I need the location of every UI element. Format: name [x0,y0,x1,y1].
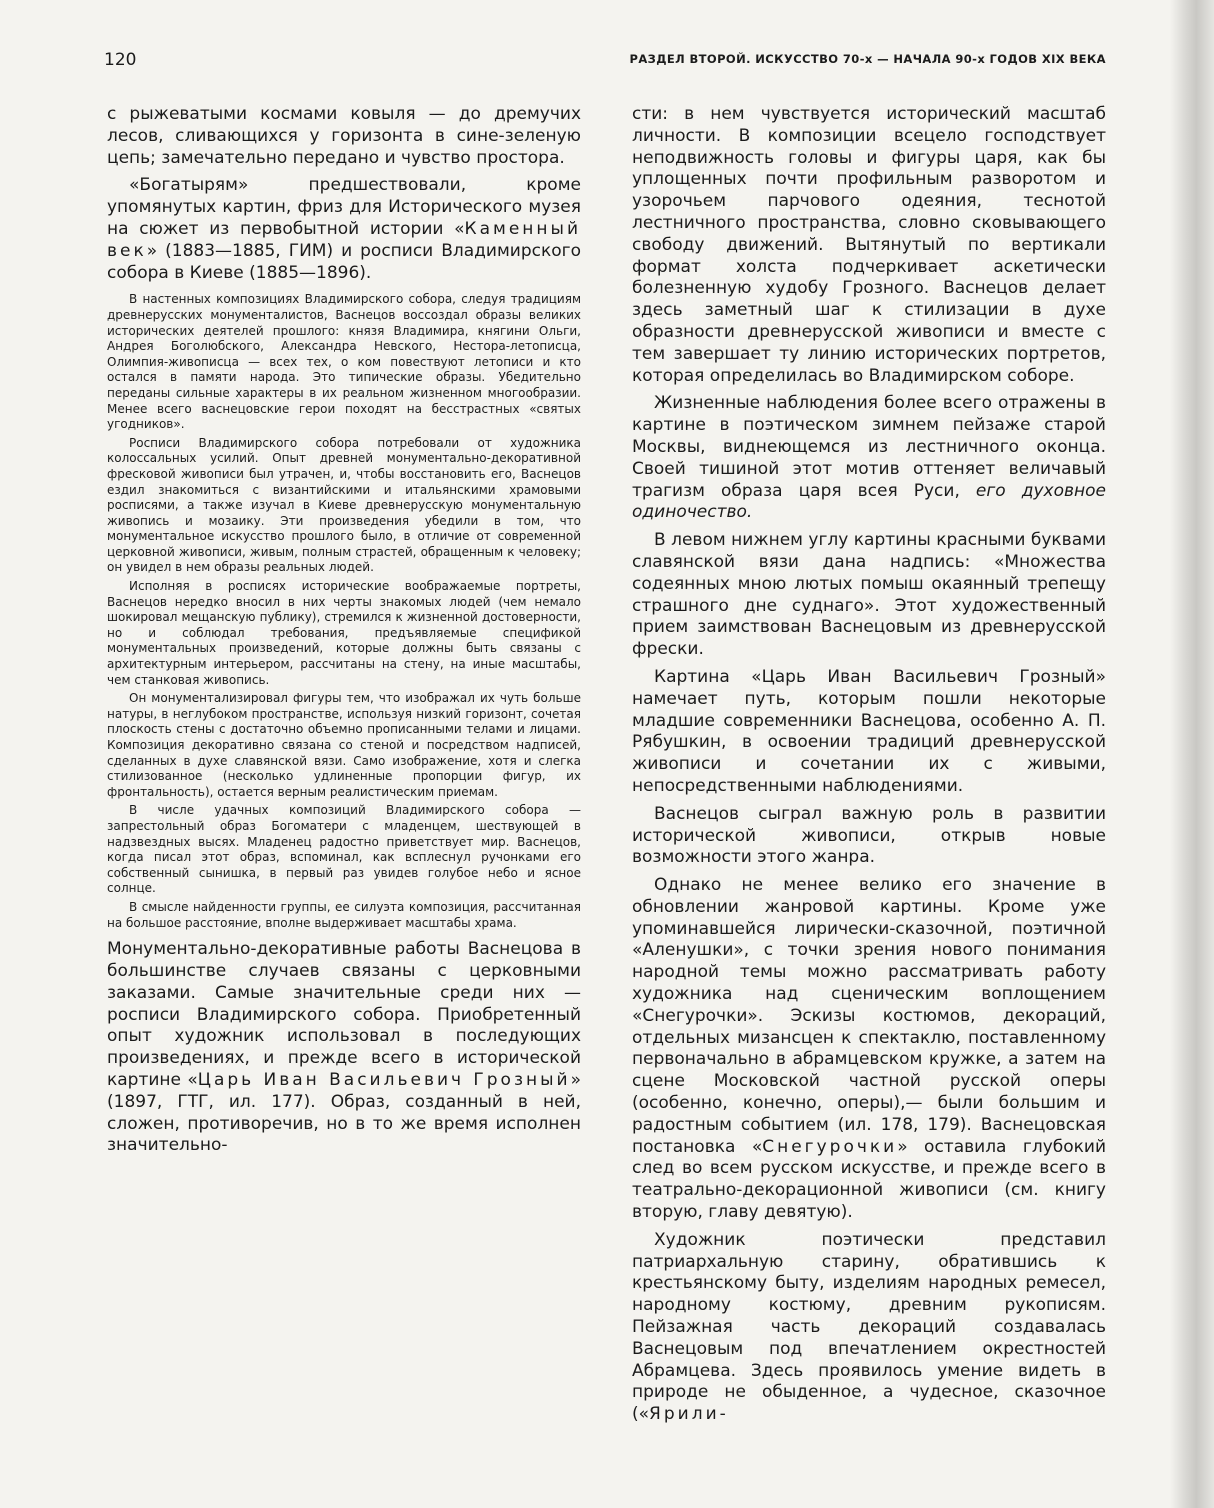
paragraph: Однако не менее велико его значение в обновлении жанровой картины. Кроме уже упоминавшейся лирически-сказочной, поэтичной «Аленушки», с точки зрения нового понимания народной темы можно рассматривать работу художника над сценическим воплощением «Снегурочки». Эскизы костюмов, декораций, отдельных мизансцен к спектаклю, поставленному первоначально в абрамцевском кружке, а затем на сцене Московской частной русской оперы (особенно, конечно, оперы),— были большим и радостным событием (ил. 178, 179). Васнецовская постановка «Снегурочки» оставила глубокий след во всем русском искусстве, и прежде всего в театрально-декорационной живописи (см. книгу вторую, главу девятую). [632,875,1106,1223]
paragraph: Монументально-декоративные работы Васнецова в большинстве случаев связаны с церковными заказами. Самые значительные среди них — росписи Владимирского собора. Приобретенный опыт художник использовал в последующих произведениях, и прежде всего в исторической картине «Царь Иван Васильевич Грозный» (1897, ГТГ, ил. 177). Образ, созданный в ней, сложен, противоречив, но в то же время исполнен значительно- [107,939,581,1156]
spaced-title: Царь Иван Васильевич Грозный [197,1069,571,1090]
spaced-title: Снегурочки [762,1136,898,1157]
page-number: 120 [104,50,137,70]
paragraph: с рыжеватыми космами ковыля — до дремучих лесов, сливающихся у горизонта в сине-зеленую цепь; замечательно передано и чувство простора. [107,104,581,168]
spaced-title: Ярили- [649,1404,729,1425]
paragraph: Художник поэтически представил патриархальную старину, обратившись к крестьянскому быту, изделиям народных ремесел, народному костюму, древним рукописям. Пейзажная часть декораций создавалась Васнецовым под впечатлением окрестностей Абрамцева. Здесь проявилось умение видеть в природе не обыденное, а чудесное, сказочное («Ярили- [632,1229,1106,1425]
small-print-block [107,292,581,931]
small-paragraph: В числе удачных композиций Владимирского собора — запрестольный образ Богоматери с младенцем, шествующей в надзвездных высях. Младенец радостно приветствует мир. Васнецов, когда писал этот образ, вспоминал, как всплеснул ручонками его собственный сынишка, в первый раз увидев голубое небо и ясное солнце. [107,803,581,896]
paragraph: Картина «Царь Иван Васильевич Грозный» намечает путь, которым пошли некоторые младшие современники Васнецова, особенно А. П. Рябушкин, в освоении традиций древнерусской живописи и сочетании их с живыми, непосредственными наблюдениями. [632,666,1106,796]
small-paragraph: Он монументализировал фигуры тем, что изображал их чуть больше натуры, в неглубоком пространстве, используя низкий горизонт, сочетая плоскость стены с достаточно объемно прописанными телами и лицами. Композиция декоративно связана со стеной и посредством надписей, сделанных в духе славянской вязи. Само изображение, хотя и слегка стилизованное (несколько удлиненные пропорции фигур, их фронтальность), остается верным реалистическим приемам. [107,691,581,799]
small-paragraph: В настенных композициях Владимирского собора, следуя традициям древнерусских монументалистов, Васнецов воссоздал образы великих исторических деятелей прошлого: князя Владимира, княгини Ольги, Андрея Боголюбского, Александра Невского, Нестора-летописца, Олимпия-живописца — всех тех, о ком повествуют летописи и кто остался в памяти народа. Это типические образы. Убедительно переданы сильные характеры в их реальном жизненном многообразии. Менее всего васнецовские герои походят на бесстрастных «святых угодников». [107,292,581,432]
section-title: РАЗДЕЛ ВТОРОЙ. ИСКУССТВО 70-х — НАЧАЛА 90-х ГОДОВ XIX ВЕКА [629,52,1106,66]
paragraph: Жизненные наблюдения более всего отражены в картине в поэтическом зимнем пейзаже старой Москвы, виднеющемся из лестничного оконца. Своей тишиной этот мотив оттеняет величавый трагизм образа царя всея Руси, его духовное одиночество. [632,393,1106,523]
running-header [104,50,1106,74]
paragraph: В левом нижнем углу картины красными буквами славянской вязи дана надпись: «Множества содеянных мною лютых помыш окаянный трепещу страшного дне суднаго». Этот художественный прием заимствован Васнецовым из древнерусской фрески. [632,530,1106,660]
left-column [107,104,581,1157]
small-paragraph: Исполняя в росписях исторические воображаемые портреты, Васнецов нередко вносил в них черты знакомых людей (чем немало шокировал мещанскую публику), стремился к жизненной достоверности, но и соблюдал требования, предъявляемые спецификой монументальных произведений, которые должны быть связаны с архитектурным интерьером, рассчитаны на стену, на иные масштабы, чем станковая живопись. [107,579,581,687]
paragraph: «Богатырям» предшествовали, кроме упомянутых картин, фриз для Исторического музея на сюжет из первобытной истории «Каменный век» (1883—1885, ГИМ) и росписи Владимирского собора в Киеве (1885—1896). [107,175,581,283]
spaced-title: Каменный век [107,218,581,261]
right-column [632,104,1106,1426]
italic-emphasis: его духовное одиночество. [632,480,1106,523]
small-paragraph: В смысле найденности группы, ее силуэта композиция, рассчитанная на большое расстояние, вполне выдерживает масштабы храма. [107,899,581,930]
book-spine-shadow [1170,0,1214,1508]
small-paragraph: Росписи Владимирского собора потребовали от художника колоссальных усилий. Опыт древней монументально-декоративной фресковой живописи был утрачен, и, чтобы восстановить его, Васнецов ездил знакомиться с византийскими и итальянскими храмовыми росписями, а также изучал в Киеве древнерусскую монументальную живопись и мозаику. Эти произведения убедили в том, что монументальное искусство прошлого было, в отличие от современной церковной живописи, живым, полным страстей, обращенным к человеку; он увидел в нем образы реальных людей. [107,435,581,575]
paragraph: сти: в нем чувствуется исторический масштаб личности. В композиции всецело господствует неподвижность головы и фигуры царя, как бы уплощенных почти профильным разворотом и узорочьем парчового одеяния, теснотой лестничного пространства, словно сковывающего свободу движений. Вытянутый по вертикали формат холста подчеркивает аскетически болезненную худобу Грозного. Васнецов делает здесь заметный шаг к стилизации в духе образности древнерусской живописи и вместе с тем завершает ту линию исторических портретов, которая определилась во Владимирском соборе. [632,104,1106,386]
paragraph: Васнецов сыграл важную роль в развитии исторической живописи, открыв новые возможности этого жанра. [632,803,1106,868]
